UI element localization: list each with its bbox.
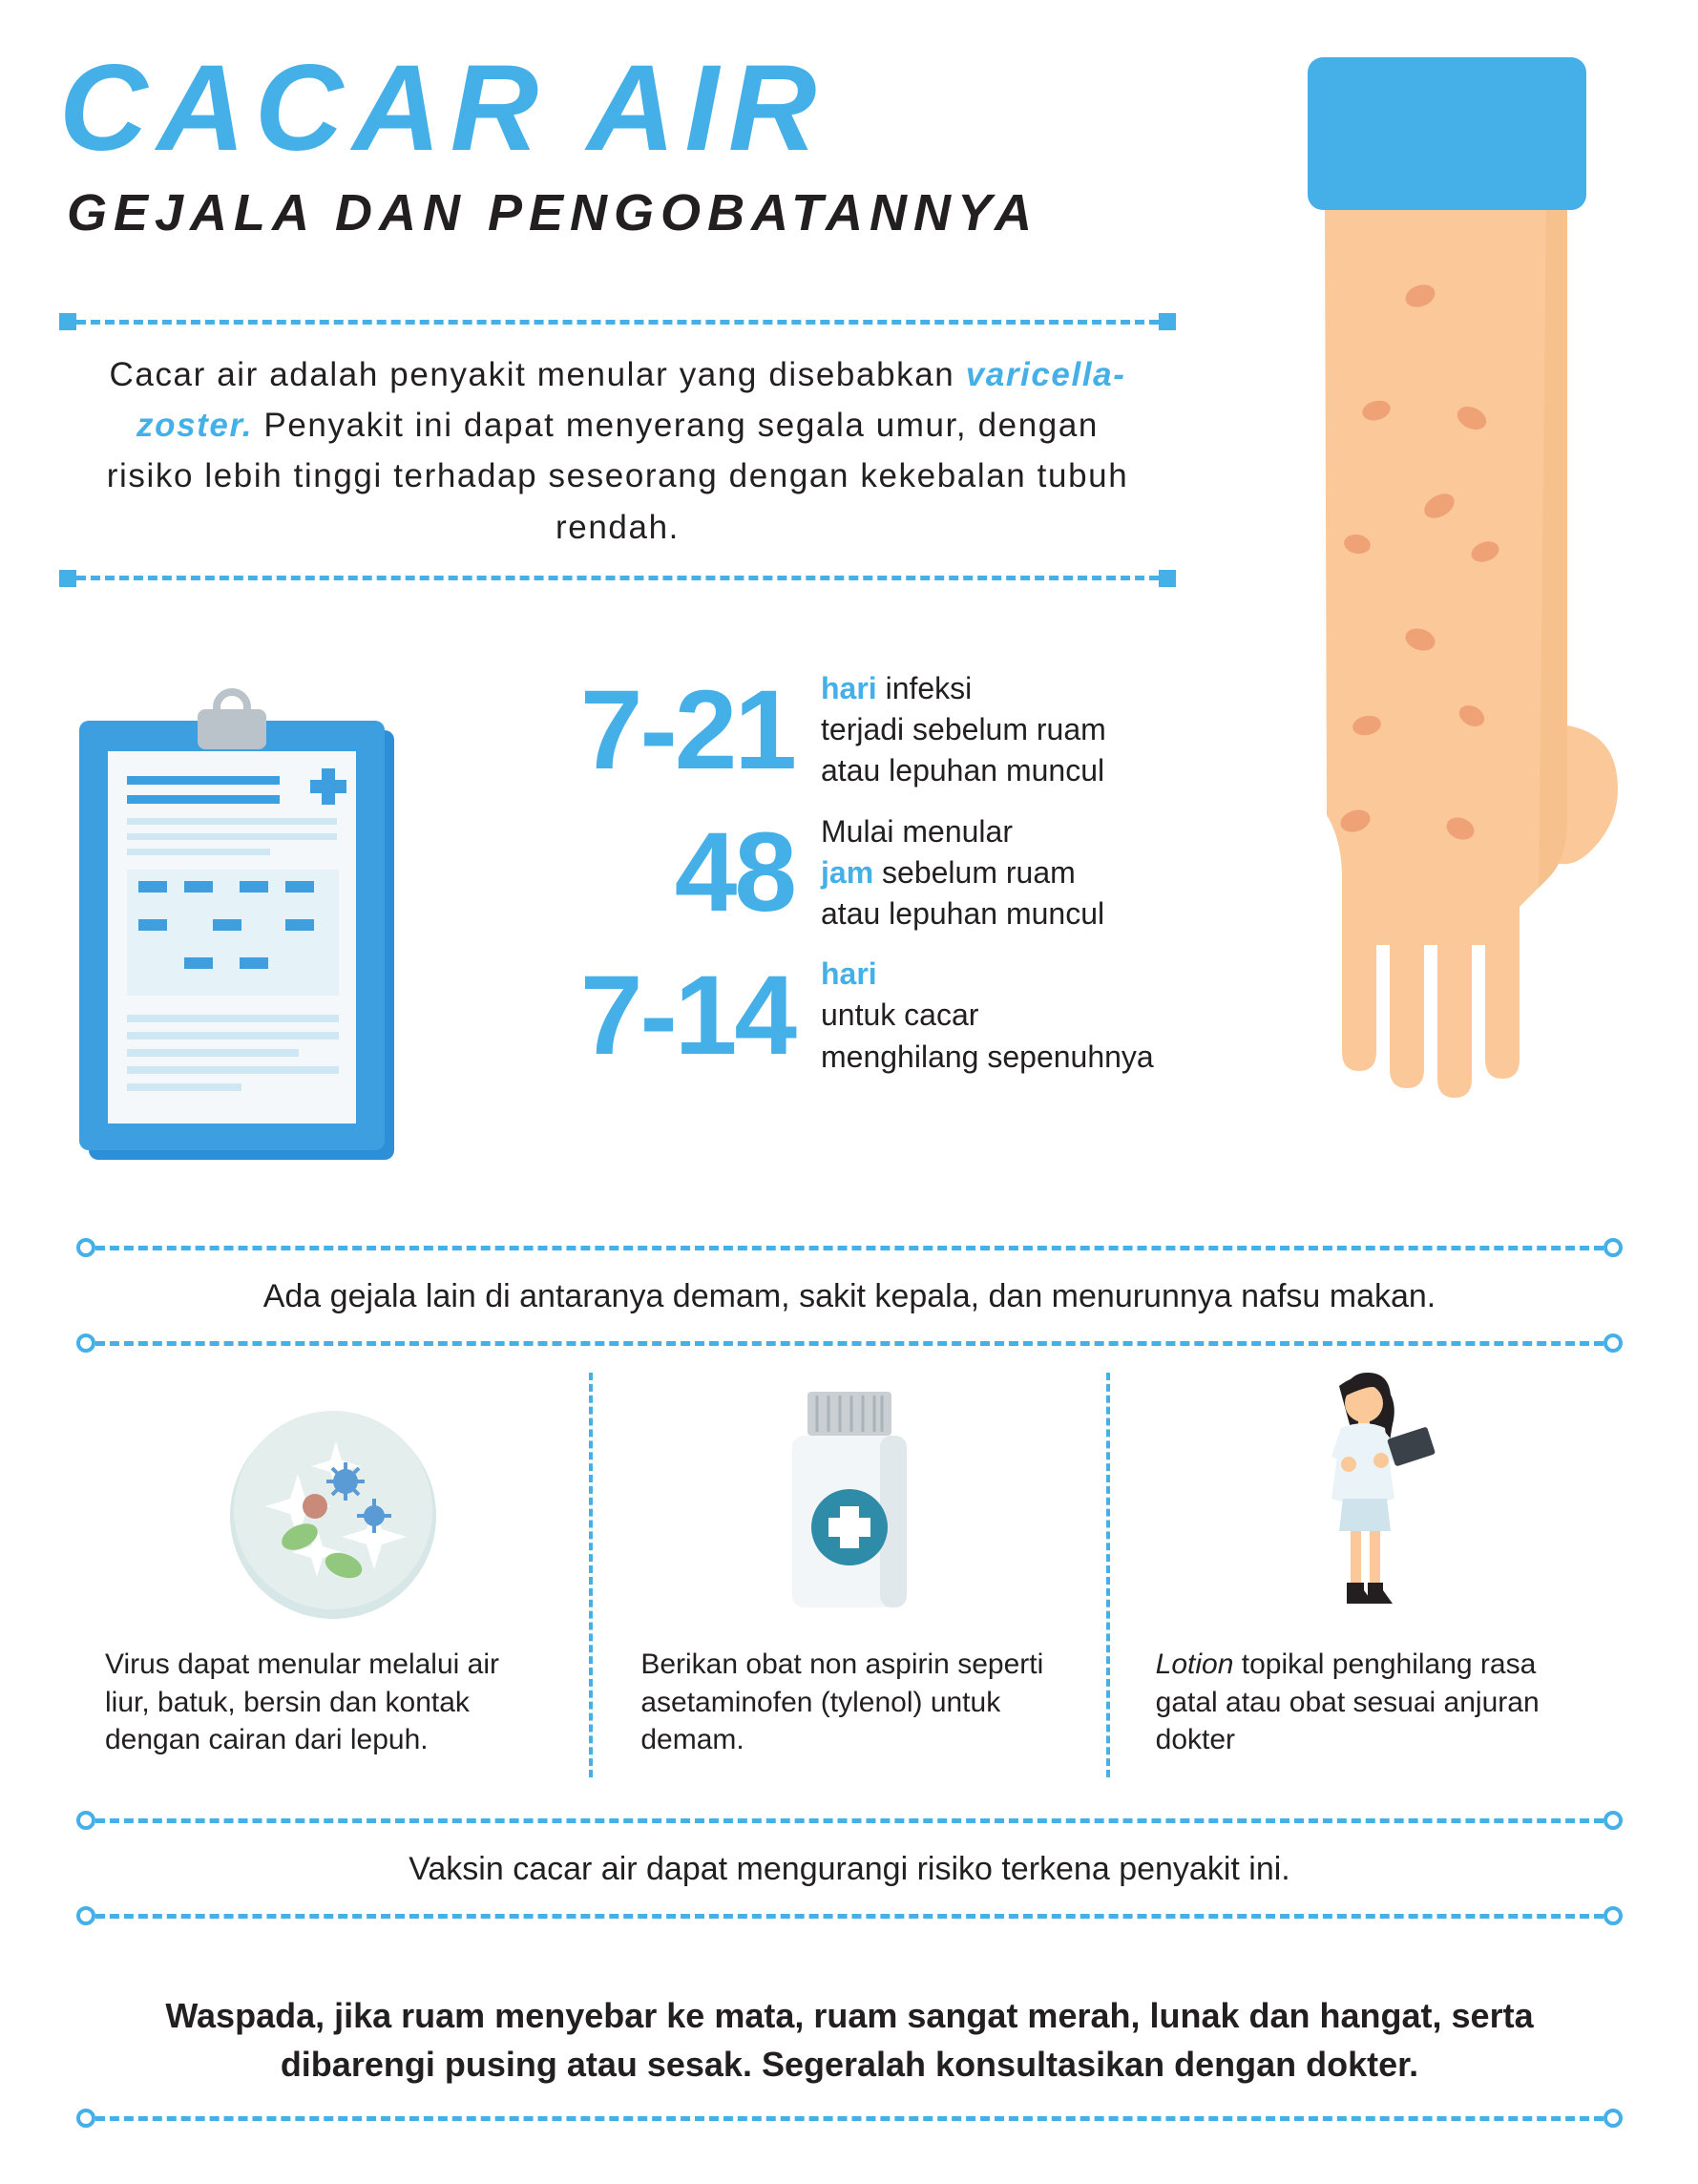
divider-dot-left	[76, 1906, 95, 1925]
intro-part1: Cacar air adalah penyakit menular yang disebabkan	[109, 356, 966, 393]
divider-dot-left	[59, 570, 76, 587]
intro-highlight: varicella-zoster.	[136, 356, 1126, 445]
divider-dot-right	[1604, 1906, 1623, 1925]
divider-dot-right	[1604, 2109, 1623, 2128]
advice-text-doctor-rest: topikal penghilang rasa gatal atau obat sesuai anjuran dokter	[1155, 1648, 1540, 1756]
stat-line-1	[821, 954, 1154, 995]
stat-line-3: atau lepuhan muncul	[821, 753, 1105, 788]
divider-dot-right	[1604, 1238, 1623, 1257]
stat-number: 7-21	[579, 666, 794, 793]
medicine-bottle-icon	[764, 1365, 935, 1623]
arm-with-rash-illustration	[1308, 57, 1632, 1193]
doctor-icon	[1280, 1365, 1452, 1623]
advice-columns	[76, 1365, 1623, 1785]
stat-line-2	[821, 852, 1104, 893]
stat-number: 7-14	[579, 952, 794, 1079]
divider-dot-right	[1604, 1334, 1623, 1353]
clipboard-icon	[72, 682, 425, 1179]
stat-line-1	[821, 668, 1106, 709]
stat-number: 48	[674, 809, 794, 936]
stat-text	[821, 954, 1154, 1078]
divider-dot-right	[1604, 1811, 1623, 1830]
divider-dot-left	[59, 313, 76, 330]
warning-bottom-divider	[76, 2111, 1623, 2125]
divider-line	[76, 576, 1159, 580]
symptoms-banner	[76, 1241, 1623, 1350]
vaccine-bottom-divider	[76, 1909, 1623, 1922]
virus-petri-dish-icon	[223, 1365, 443, 1623]
divider-line	[95, 1246, 1604, 1250]
divider-dot-left	[76, 2109, 95, 2128]
divider-dot-left	[76, 1811, 95, 1830]
divider-line	[95, 1914, 1604, 1919]
advice-text-doctor-emphasis: Lotion	[1155, 1648, 1234, 1680]
divider-dot-right	[1159, 313, 1176, 330]
advice-text-doctor	[1110, 1623, 1623, 1759]
stat-line-2: terjadi sebelum ruam	[821, 712, 1106, 747]
stat-line-3: atau lepuhan muncul	[821, 895, 1105, 931]
warning-block	[76, 1966, 1623, 2125]
advice-column-medicine	[593, 1365, 1105, 1785]
page-subtitle: GEJALA DAN PENGOBATANNYA	[67, 184, 1039, 242]
stats-list	[449, 668, 1289, 1097]
advice-column-doctor	[1110, 1365, 1623, 1785]
page-header	[59, 40, 1329, 242]
divider-line	[76, 320, 1159, 325]
vaccine-top-divider	[76, 1814, 1623, 1827]
banner-bottom-divider	[76, 1336, 1623, 1350]
warning-text: Waspada, jika ruam menyebar ke mata, ruam sangat merah, lunak dan hangat, serta dibarengi pusing atau sesak. Segeralah konsultasikan dengan dokter.	[165, 1996, 1534, 2085]
stat-line-2: untuk cacar	[821, 998, 979, 1033]
stat-accent: jam	[821, 854, 874, 890]
divider-dot-right	[1159, 570, 1176, 587]
divider-dot-left	[76, 1238, 95, 1257]
divider-dot-left	[76, 1334, 95, 1353]
intro-bottom-divider	[59, 572, 1176, 585]
stat-rest: sebelum ruam	[873, 854, 1076, 890]
stat-line-3: menghilang sepenuhnya	[821, 1039, 1154, 1074]
advice-text-medicine: Berikan obat non aspirin seperti asetaminofen (tylenol) untuk demam.	[640, 1648, 1044, 1756]
stat-line-1: Mulai menular	[821, 813, 1013, 849]
advice-column-transmission	[76, 1365, 589, 1785]
advice-text-transmission: Virus dapat menular melalui air liur, batuk, bersin dan kontak dengan cairan dari lepuh.	[105, 1648, 499, 1756]
stat-rest: infeksi	[876, 671, 973, 705]
intro-block	[59, 315, 1176, 585]
page-title: CACAR AIR	[59, 40, 827, 177]
stat-row	[449, 954, 1289, 1078]
intro-part2: Penyakit ini dapat menyerang segala umur, dengan risiko lebih tinggi terhadap seseorang dengan kekebalan tubuh rendah.	[106, 407, 1129, 546]
intro-text	[59, 328, 1176, 572]
banner-top-divider	[76, 1241, 1623, 1254]
vaccine-banner-text: Vaksin cacar air dapat mengurangi risiko terkena penyakit ini.	[409, 1851, 1290, 1887]
intro-top-divider	[59, 315, 1176, 328]
divider-line	[95, 1341, 1604, 1346]
stat-accent: hari	[821, 956, 877, 992]
stat-text	[821, 811, 1104, 935]
stat-row	[449, 668, 1289, 792]
divider-line	[95, 2116, 1604, 2121]
symptoms-banner-text: Ada gejala lain di antaranya demam, sakit kepala, dan menurunnya nafsu makan.	[262, 1278, 1436, 1314]
vaccine-banner	[76, 1814, 1623, 1922]
divider-line	[95, 1818, 1604, 1823]
stat-text	[821, 668, 1106, 792]
stat-row	[449, 811, 1289, 935]
stat-accent: hari	[821, 671, 877, 705]
